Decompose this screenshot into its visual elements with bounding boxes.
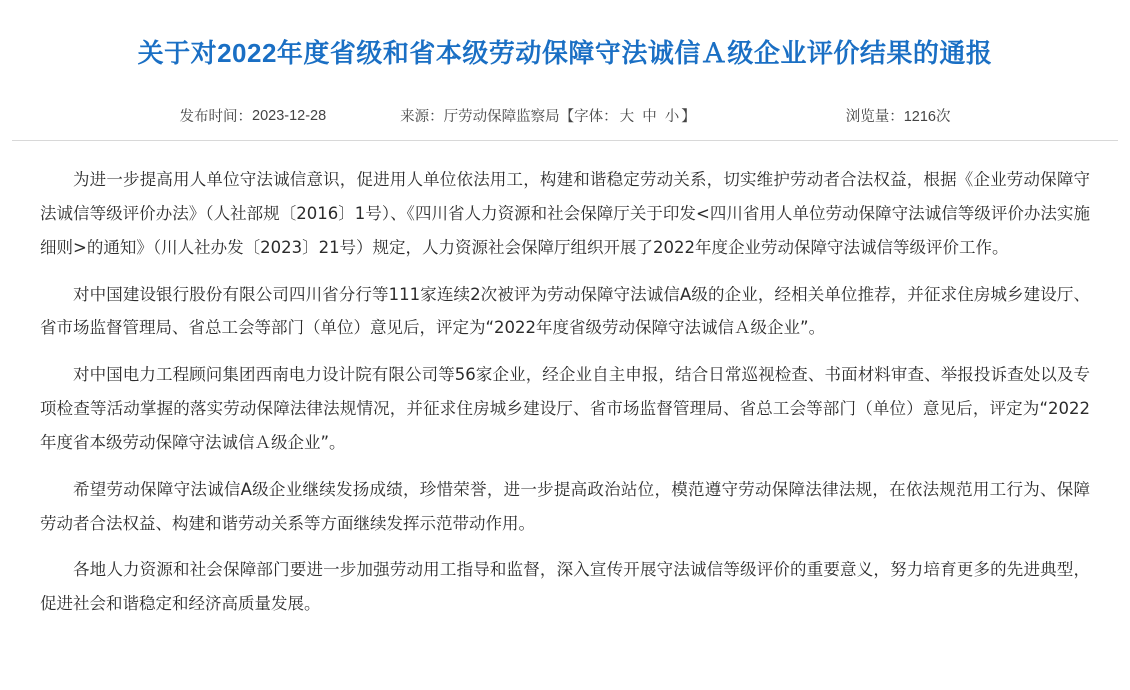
source-value: 厅劳动保障监察局 <box>443 109 560 126</box>
source-label: 来源： <box>400 109 444 126</box>
font-size-control <box>560 105 696 126</box>
paragraph: 对中国电力工程顾问集团西南电力设计院有限公司等56家企业，经企业自主申报，结合日常巡视检查、书面材料审查、举报投诉查处以及专项检查等活动掌握的落实劳动保障法律法规情况，并征求住房城乡建设厅、省市场监督管理局、省总工会等部门（单位）意见后，评定为“2022年度省本级劳动保障守法诚信Ａ级企业”。 <box>40 365 1090 452</box>
publish-time-label: 发布时间： <box>179 109 252 126</box>
views-label: 浏览量： <box>845 109 904 126</box>
font-size-medium-button[interactable]: 中 <box>642 109 657 126</box>
views-value: 1216次 <box>903 109 951 126</box>
font-size-label: 【字体： <box>559 109 618 126</box>
publish-time-value: 2023-12-28 <box>252 107 327 124</box>
paragraph: 各地人力资源和社会保障部门要进一步加强劳动用工指导和监督，深入宣传开展守法诚信等级评价的重要意义，努力培育更多的先进典型，促进社会和谐稳定和经济高质量发展。 <box>40 560 1090 614</box>
font-size-large-button[interactable]: 大 <box>619 109 635 126</box>
article-body <box>0 141 1130 621</box>
paragraph: 为进一步提高用人单位守法诚信意识，促进用人单位依法用工，构建和谐稳定劳动关系，切实维护劳动者合法权益，根据《企业劳动保障守法诚信等级评价办法》（人社部规〔2016〕1号）、《四川省人力资源和社会保障厅关于印发<四川省用人单位劳动保障守法诚信等级评价办法实施细则>的通知》（川人社办发〔2023〕21号）规定，人力资源社会保障厅组织开展了2022年度企业劳动保障守法诚信等级评价工作。 <box>40 170 1090 257</box>
paragraph: 希望劳动保障守法诚信A级企业继续发扬成绩，珍惜荣誉，进一步提高政治站位，模范遵守劳动保障法律法规，在依法规范用工行为、保障劳动者合法权益、构建和谐劳动关系等方面继续发挥示范带动作用。 <box>40 479 1090 533</box>
article-page <box>0 17 1130 690</box>
paragraph: 对中国建设银行股份有限公司四川省分行等111家连续2次被评为劳动保障守法诚信A级的企业，经相关单位推荐，并征求住房城乡建设厅、省市场监督管理局、省总工会等部门（单位）意见后，评定为“2022年度省级劳动保障守法诚信Ａ级企业”。 <box>40 284 1090 338</box>
article-meta-bar <box>0 99 1130 140</box>
font-size-small-button[interactable]: 小 <box>664 109 680 126</box>
page-title: 关于对2022年度省级和省本级劳动保障守法诚信Ａ级企业评价结果的通报 <box>137 38 993 69</box>
font-size-close-bracket: 】 <box>681 109 696 126</box>
